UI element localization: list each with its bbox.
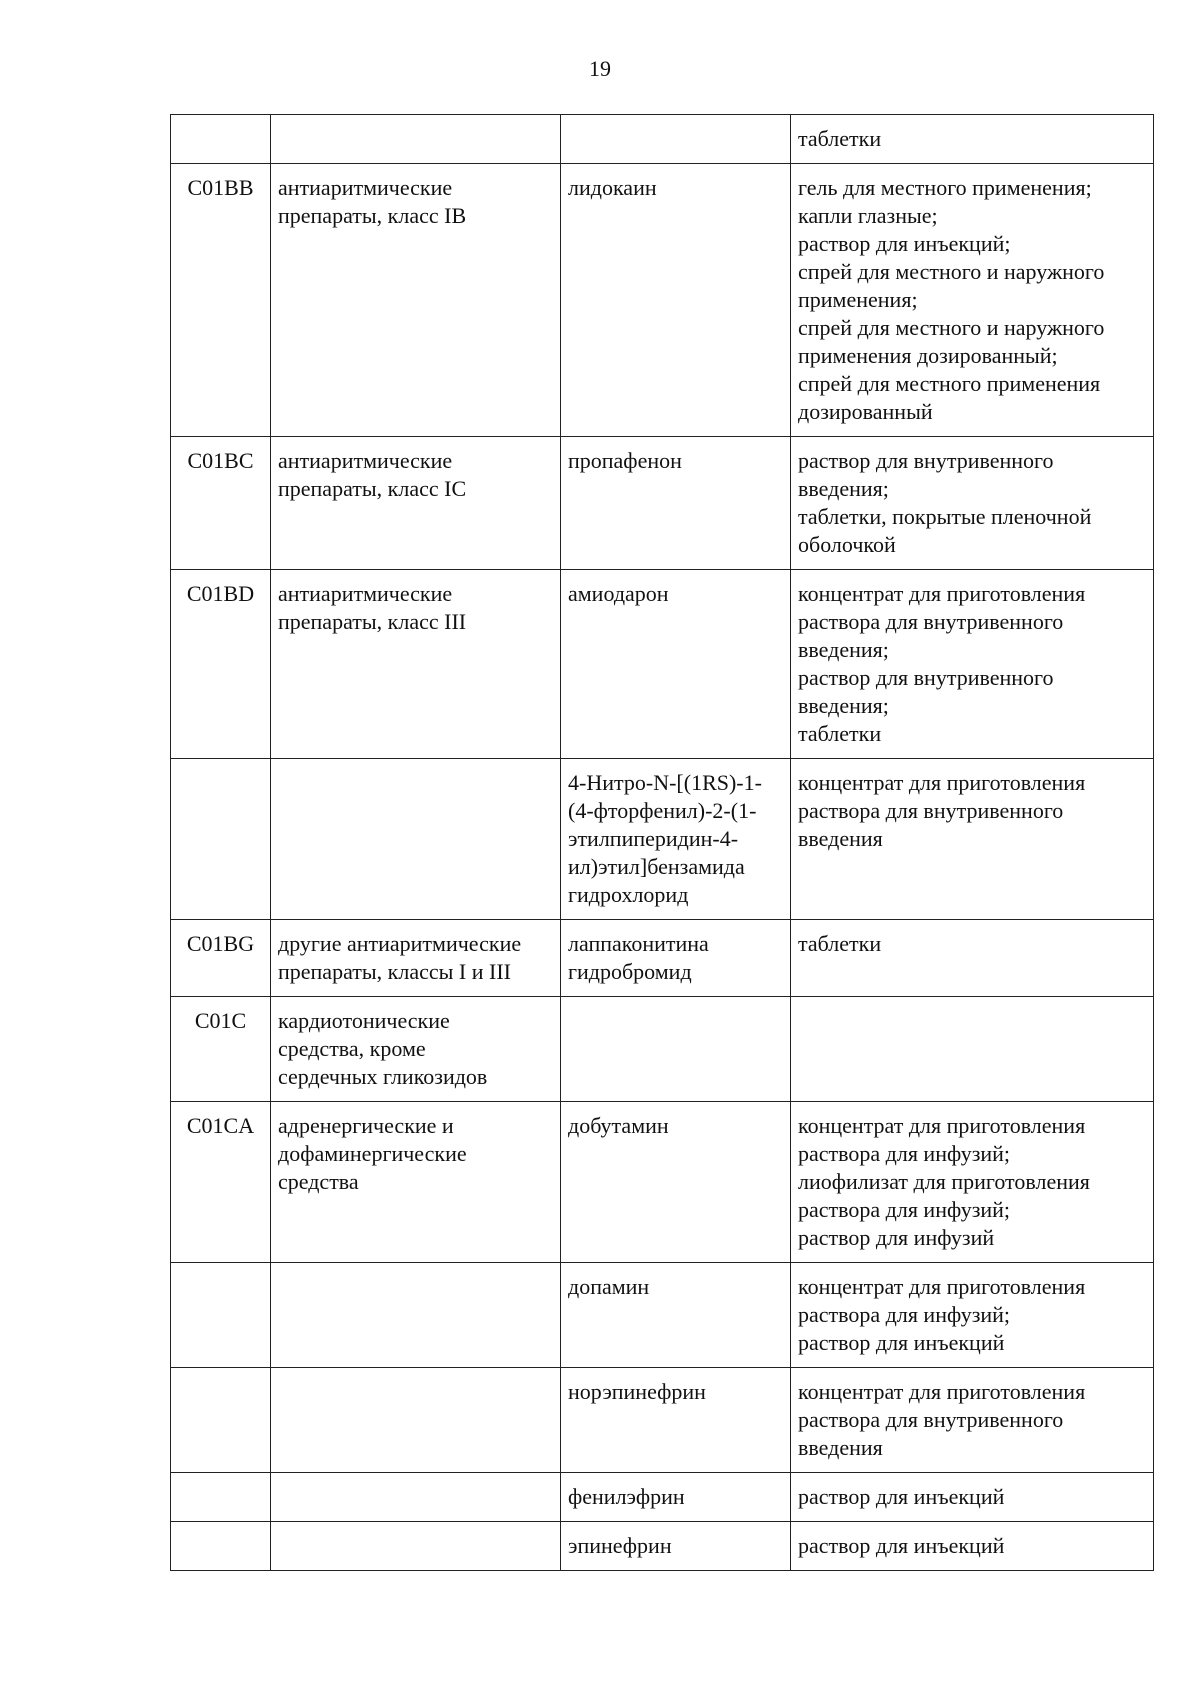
drug-table xyxy=(170,114,1154,1571)
table-row xyxy=(171,997,1154,1102)
table-row xyxy=(171,164,1154,437)
table-row xyxy=(171,1368,1154,1473)
atc-code-cell xyxy=(171,1263,271,1368)
atc-code-cell: C01CA xyxy=(171,1102,271,1263)
table-row xyxy=(171,1522,1154,1571)
table-row xyxy=(171,920,1154,997)
substance-cell: допамин xyxy=(561,1263,791,1368)
group-cell: кардиотонические средства, кроме сердечных гликозидов xyxy=(271,997,561,1102)
substance-cell: 4-Нитро-N-[(1RS)-1- (4-фторфенил)-2-(1- этилпиперидин-4- ил)этил]бензамида гидрохлорид xyxy=(561,759,791,920)
group-cell: антиаритмические препараты, класс IC xyxy=(271,437,561,570)
atc-code-cell xyxy=(171,759,271,920)
group-cell: адренергические и дофаминергические средства xyxy=(271,1102,561,1263)
table-row xyxy=(171,115,1154,164)
table-row xyxy=(171,1473,1154,1522)
dosage-forms-cell: таблетки xyxy=(791,920,1154,997)
substance-cell: эпинефрин xyxy=(561,1522,791,1571)
substance-cell xyxy=(561,115,791,164)
substance-cell: фенилэфрин xyxy=(561,1473,791,1522)
group-cell xyxy=(271,759,561,920)
group-cell xyxy=(271,1473,561,1522)
dosage-forms-cell xyxy=(791,997,1154,1102)
substance-cell: амиодарон xyxy=(561,570,791,759)
page-number: 19 xyxy=(589,56,611,81)
dosage-forms-cell: концентрат для приготовления раствора для внутривенного введения xyxy=(791,759,1154,920)
substance-cell: лидокаин xyxy=(561,164,791,437)
substance-cell: добутамин xyxy=(561,1102,791,1263)
substance-cell: пропафенон xyxy=(561,437,791,570)
group-cell xyxy=(271,115,561,164)
dosage-forms-cell: концентрат для приготовления раствора для инфузий; раствор для инъекций xyxy=(791,1263,1154,1368)
dosage-forms-cell: гель для местного применения; капли глазные; раствор для инъекций; спрей для местного и наружного применения; спрей для местного и наружного применения дозированный; спрей для местного применения дозированный xyxy=(791,164,1154,437)
atc-code-cell: C01BB xyxy=(171,164,271,437)
substance-cell: норэпинефрин xyxy=(561,1368,791,1473)
table-row xyxy=(171,759,1154,920)
atc-code-cell xyxy=(171,1473,271,1522)
dosage-forms-cell: раствор для инъекций xyxy=(791,1473,1154,1522)
table-row xyxy=(171,570,1154,759)
atc-code-cell: C01BD xyxy=(171,570,271,759)
dosage-forms-cell: концентрат для приготовления раствора для внутривенного введения xyxy=(791,1368,1154,1473)
group-cell: антиаритмические препараты, класс III xyxy=(271,570,561,759)
dosage-forms-cell: таблетки xyxy=(791,115,1154,164)
dosage-forms-cell: раствор для инъекций xyxy=(791,1522,1154,1571)
dosage-forms-cell: концентрат для приготовления раствора для внутривенного введения; раствор для внутривенного введения; таблетки xyxy=(791,570,1154,759)
group-cell xyxy=(271,1263,561,1368)
substance-cell: лаппаконитина гидробромид xyxy=(561,920,791,997)
atc-code-cell: C01BG xyxy=(171,920,271,997)
atc-code-cell xyxy=(171,1368,271,1473)
group-cell: антиаритмические препараты, класс IB xyxy=(271,164,561,437)
group-cell xyxy=(271,1368,561,1473)
table-row xyxy=(171,1263,1154,1368)
atc-code-cell: C01C xyxy=(171,997,271,1102)
substance-cell xyxy=(561,997,791,1102)
atc-code-cell xyxy=(171,115,271,164)
table-row xyxy=(171,437,1154,570)
atc-code-cell xyxy=(171,1522,271,1571)
dosage-forms-cell: раствор для внутривенного введения; таблетки, покрытые пленочной оболочкой xyxy=(791,437,1154,570)
dosage-forms-cell: концентрат для приготовления раствора для инфузий; лиофилизат для приготовления раствора для инфузий; раствор для инфузий xyxy=(791,1102,1154,1263)
group-cell: другие антиаритмические препараты, классы I и III xyxy=(271,920,561,997)
group-cell xyxy=(271,1522,561,1571)
atc-code-cell: C01BC xyxy=(171,437,271,570)
table-row xyxy=(171,1102,1154,1263)
